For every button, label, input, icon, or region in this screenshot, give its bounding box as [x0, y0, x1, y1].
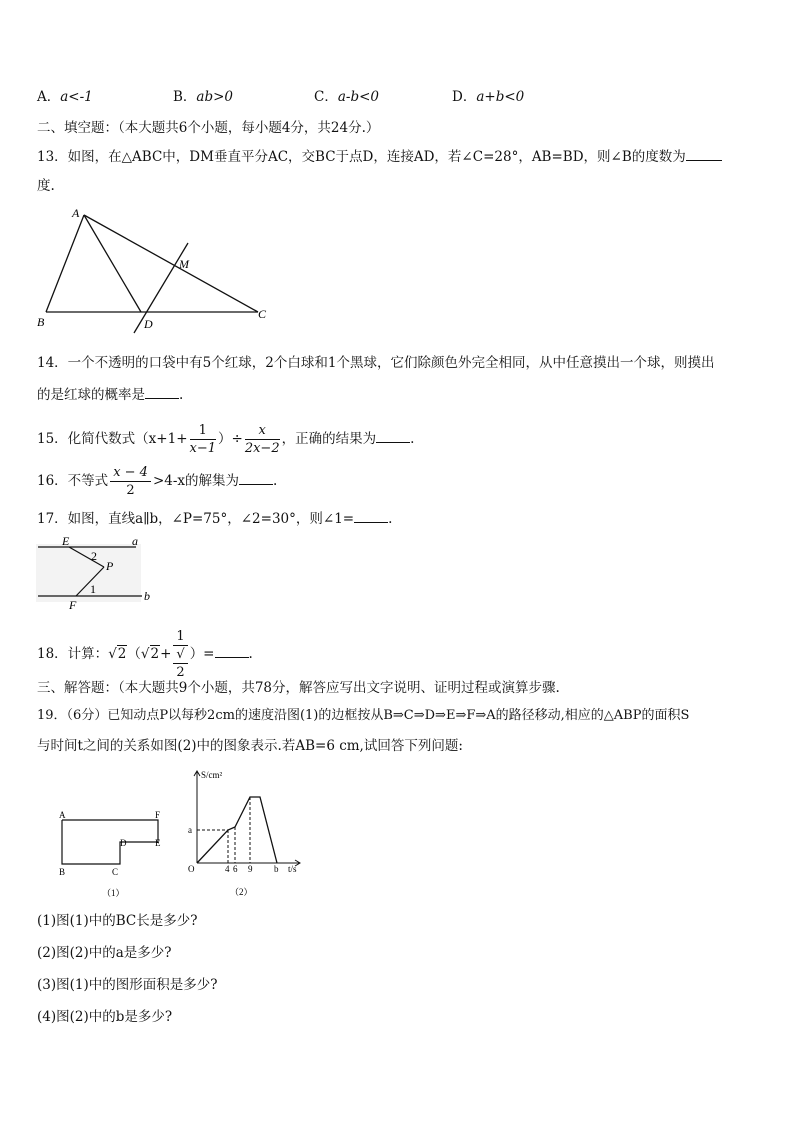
fig2-xlabel: t/s — [288, 864, 297, 874]
q18-fraction: 1 √ 2 — [173, 628, 187, 681]
label-c: C — [258, 307, 267, 321]
option-b: B．ab>0 — [173, 89, 234, 105]
segment-ad — [84, 215, 141, 312]
fig1-label-b: B — [59, 867, 66, 877]
segment-ac — [84, 215, 258, 312]
q17-text: 17．如图，直线a∥b，∠P=75°，∠2=30°，则∠1= . — [37, 508, 392, 529]
fig2-tick-9: 9 — [248, 864, 253, 874]
q13-text: 13．如图，在△ABC中，DM垂直平分AC，交BC于点D，连接AD，若∠C=28°，AB=BD，则∠B的度数为 — [37, 146, 722, 167]
label-e: E — [62, 534, 70, 548]
q19-sub3: (3)图(1)中的图形面积是多少? — [37, 977, 218, 993]
segment-ab — [46, 215, 84, 312]
option-a: A．a<-1 — [37, 89, 93, 105]
q19-line1: 19．（6分）已知动点P以每秒2cm的速度沿图(1)的边框按从B⇒C⇒D⇒E⇒F⇒A的路径移动,相应的△ABP的面积S — [37, 708, 690, 723]
figure-1-outline — [62, 820, 158, 864]
fig1-label-d: D — [120, 838, 127, 848]
label-b: B — [37, 315, 45, 329]
fig2-ylabel: S/cm² — [201, 770, 223, 780]
q15-fraction-1: $\frac{1}{x-1}$ — [189, 423, 217, 456]
q12-options — [37, 87, 525, 107]
fig2-tick-b: b — [274, 864, 279, 874]
section3-heading: 三、解答题：（本大题共9个小题，共78分，解答应写出文字说明、证明过程或演算步骤. — [37, 680, 560, 696]
q19-figure-1 — [50, 808, 180, 900]
fig2-origin: O — [188, 864, 195, 874]
q17-parallel-lines-figure — [36, 534, 166, 614]
q13-answer-blank[interactable] — [686, 146, 722, 161]
figure-shading — [36, 544, 141, 602]
q14-line1: 14．一个不透明的口袋中有5个红球，2个白球和1个黑球，它们除颜色外完全相同，从中任意摸出一个球，则摸出 — [37, 355, 715, 371]
fig2-tick-6: 6 — [233, 864, 238, 874]
q13-tail: 度. — [37, 178, 55, 194]
label-p: P — [106, 559, 114, 573]
label-angle-1: 1 — [90, 582, 96, 596]
q14-line2: 的是红球的概率是 . — [37, 384, 183, 405]
q16-answer-blank[interactable] — [239, 470, 273, 485]
fig2-caption: （2） — [230, 887, 253, 897]
q13-triangle-figure — [36, 205, 276, 335]
fig1-label-e: E — [155, 838, 161, 848]
fig1-label-c: C — [112, 867, 119, 877]
label-a: A — [72, 206, 80, 220]
label-line-b: b — [144, 589, 150, 603]
label-m: M — [179, 257, 189, 271]
label-line-a: a — [132, 534, 138, 548]
q19-figure-2 — [180, 768, 310, 900]
fig1-caption: （1） — [102, 888, 125, 898]
q18-text: 18．计算：√2（√2+ 1 √ 2 ）= . — [37, 629, 253, 680]
option-d: D．a+b<0 — [452, 89, 525, 105]
fig2-label-a: a — [188, 825, 192, 835]
label-f: F — [69, 598, 77, 612]
q19-sub4: (4)图(2)中的b是多少? — [37, 1009, 173, 1025]
fig1-label-a: A — [59, 810, 66, 820]
q19-line2: 与时间t之间的关系如图(2)中的图象表示.若AB=6 cm,试回答下列问题: — [37, 738, 463, 754]
section2-heading: 二、填空题：（本大题共6个小题，每小题4分，共24分.） — [37, 120, 380, 136]
q16-fraction: $\frac{x - 4}{2}$ — [110, 464, 151, 499]
q15-fraction-2: $\frac{x}{2x-2}$ — [244, 423, 280, 456]
sqrt-2-a: √2 — [108, 646, 127, 662]
option-c: C．a-b<0 — [314, 89, 379, 105]
q15-answer-blank[interactable] — [376, 428, 410, 443]
q15-text: 15．化简代数式（x+1+ $\frac{1}{x-1}$ ）÷ $\frac{x}{2x-2}$ ，正确的结果为 . — [37, 423, 415, 456]
sqrt-2-b: √2 — [140, 646, 160, 662]
q19-sub1: (1)图(1)中的BC长是多少? — [37, 913, 198, 929]
q18-answer-blank[interactable] — [215, 643, 249, 658]
q16-text: 16．不等式 $\frac{x - 4}{2}$ >4-x的解集为 . — [37, 465, 278, 498]
fig1-label-f: F — [155, 810, 161, 820]
q14-answer-blank[interactable] — [145, 384, 179, 399]
label-d: D — [144, 317, 153, 331]
fig2-tick-4: 4 — [225, 864, 230, 874]
q17-answer-blank[interactable] — [354, 508, 388, 523]
q19-sub2: (2)图(2)中的a是多少? — [37, 945, 172, 961]
label-angle-2: 2 — [91, 549, 97, 563]
